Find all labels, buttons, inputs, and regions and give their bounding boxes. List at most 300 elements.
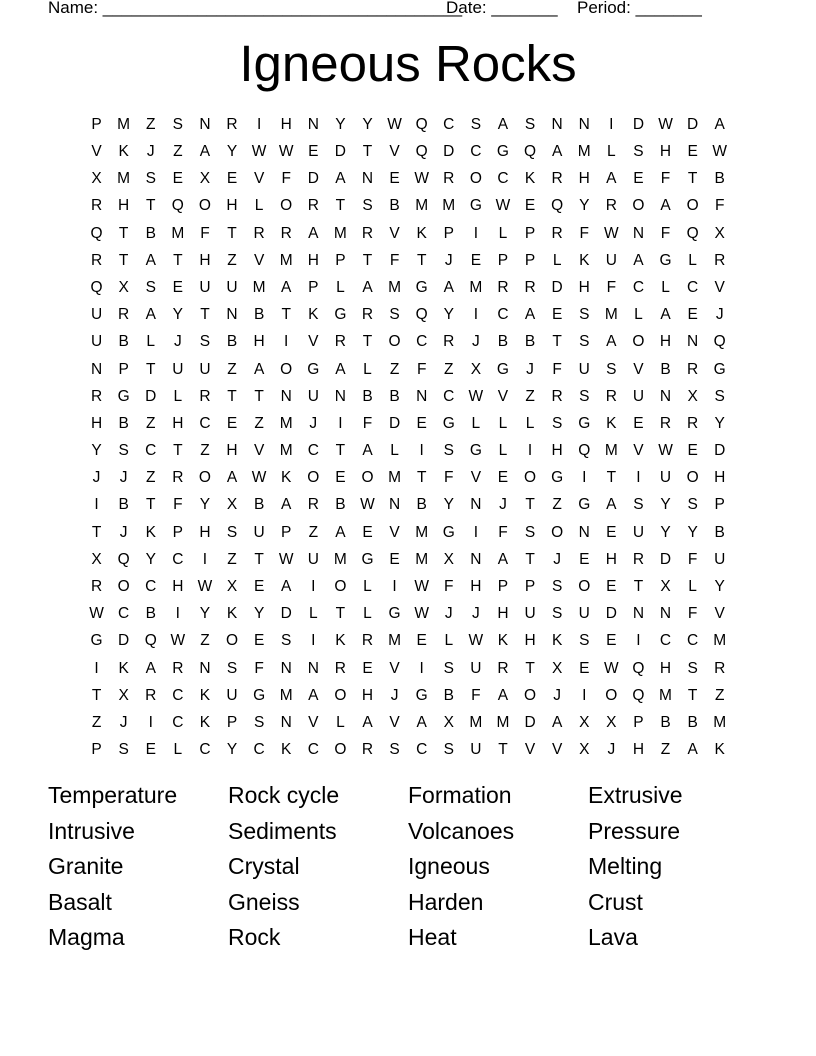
- grid-letter: C: [307, 741, 319, 759]
- grid-letter: Q: [415, 115, 428, 133]
- grid-letter: R: [280, 224, 292, 242]
- grid-letter: N: [632, 224, 645, 242]
- grid-letter: L: [634, 306, 643, 324]
- grid-letter: T: [687, 170, 698, 188]
- grid-letter: K: [497, 632, 509, 650]
- grid-letter: E: [633, 170, 644, 188]
- grid-letter: T: [552, 333, 562, 351]
- grid-letter: C: [307, 442, 319, 460]
- grid-letter: K: [524, 170, 536, 188]
- grid-letter: U: [470, 741, 482, 759]
- grid-letter: L: [363, 605, 372, 623]
- grid-letter: H: [172, 578, 184, 596]
- grid-letter: R: [307, 496, 319, 514]
- grid-letter: O: [280, 197, 293, 215]
- grid-letter: T: [525, 496, 535, 514]
- grid-letter: I: [582, 469, 587, 487]
- grid-letter: M: [415, 523, 429, 541]
- grid-letter: Z: [146, 469, 156, 487]
- grid-letter: U: [90, 306, 103, 324]
- grid-letter: P: [118, 360, 129, 378]
- grid-letter: I: [311, 578, 316, 596]
- grid-letter: S: [145, 170, 156, 188]
- grid-letter: K: [199, 713, 211, 731]
- grid-letter: Y: [443, 306, 454, 324]
- grid-letter: Y: [660, 523, 671, 541]
- grid-letter: G: [361, 550, 374, 568]
- grid-letter: L: [146, 333, 156, 351]
- grid-letter: A: [199, 143, 211, 161]
- grid-letter: F: [444, 578, 454, 596]
- grid-letter: P: [524, 578, 536, 596]
- grid-letter: X: [91, 170, 102, 188]
- grid-letter: H: [226, 442, 238, 460]
- grid-letter: D: [659, 550, 672, 568]
- grid-letter: R: [687, 414, 699, 432]
- grid-letter: J: [553, 686, 562, 704]
- grid-letter: M: [388, 278, 402, 296]
- grid-letter: T: [254, 387, 264, 405]
- grid-letter: B: [118, 333, 129, 351]
- grid-letter: E: [145, 741, 156, 759]
- grid-letter: D: [687, 115, 699, 133]
- grid-letter: B: [687, 713, 698, 731]
- grid-letter: G: [578, 496, 591, 514]
- grid-letter: B: [362, 387, 373, 405]
- grid-letter: Y: [91, 442, 102, 460]
- grid-letter: U: [226, 278, 238, 296]
- grid-letter: F: [173, 496, 183, 514]
- grid-letter: B: [335, 496, 346, 514]
- grid-letter: R: [551, 387, 563, 405]
- grid-letter: N: [307, 659, 319, 677]
- grid-letter: B: [226, 333, 238, 351]
- word-bank-item: Rock cycle: [228, 782, 340, 808]
- grid-letter: W: [712, 143, 728, 161]
- grid-letter: R: [361, 741, 374, 759]
- grid-letter: H: [307, 251, 319, 269]
- grid-letter: M: [333, 550, 347, 568]
- grid-letter: D: [280, 605, 292, 623]
- grid-letter: Q: [524, 143, 537, 161]
- grid-letter: H: [253, 333, 265, 351]
- grid-letter: C: [118, 605, 130, 623]
- grid-letter: V: [253, 442, 265, 460]
- word-bank: [48, 778, 768, 956]
- grid-letter: F: [687, 550, 698, 568]
- grid-letter: I: [527, 442, 533, 460]
- grid-letter: M: [415, 550, 429, 568]
- grid-letter: A: [551, 143, 563, 161]
- word-bank-item: Sediments: [228, 817, 337, 844]
- grid-letter: G: [578, 414, 591, 432]
- grid-letter: L: [336, 278, 345, 296]
- grid-letter: B: [660, 360, 671, 378]
- grid-letter: I: [94, 496, 99, 514]
- grid-letter: Q: [171, 197, 184, 215]
- grid-letter: R: [172, 659, 184, 677]
- grid-letter: O: [605, 686, 618, 704]
- grid-letter: X: [118, 278, 129, 296]
- grid-letter: K: [714, 741, 725, 759]
- grid-letter: E: [172, 278, 183, 296]
- grid-letter: M: [713, 713, 727, 731]
- word-bank-item: Gneiss: [228, 888, 300, 915]
- grid-letter: S: [118, 442, 129, 460]
- grid-letter: O: [632, 197, 645, 215]
- word-bank-item: Extrusive: [588, 782, 683, 808]
- grid-letter: V: [253, 251, 265, 269]
- grid-letter: T: [200, 306, 210, 324]
- grid-letter: C: [145, 442, 157, 460]
- grid-letter: M: [252, 278, 266, 296]
- grid-letter: U: [307, 550, 319, 568]
- grid-letter: L: [444, 632, 454, 650]
- grid-letter: Y: [687, 523, 698, 541]
- grid-letter: R: [497, 278, 509, 296]
- grid-letter: W: [251, 469, 267, 487]
- grid-letter: F: [714, 197, 725, 215]
- grid-letter: W: [414, 605, 429, 623]
- grid-letter: E: [172, 170, 183, 188]
- grid-letter: W: [197, 578, 213, 596]
- grid-letter: H: [199, 523, 211, 541]
- grid-letter: B: [389, 387, 400, 405]
- grid-letter: Z: [146, 115, 156, 133]
- grid-letter: D: [334, 143, 346, 161]
- grid-letter: J: [607, 741, 616, 759]
- grid-letter: V: [91, 143, 102, 161]
- grid-letter: S: [470, 115, 482, 133]
- grid-letter: X: [226, 578, 238, 596]
- grid-letter: M: [117, 170, 131, 188]
- grid-letter: C: [443, 387, 455, 405]
- grid-letter: D: [145, 387, 157, 405]
- grid-letter: B: [524, 333, 536, 351]
- grid-letter: B: [443, 686, 454, 704]
- grid-letter: A: [551, 713, 563, 731]
- grid-letter: T: [416, 251, 427, 269]
- grid-letter: C: [497, 170, 509, 188]
- grid-letter: D: [524, 713, 536, 731]
- grid-letter: M: [604, 306, 618, 324]
- grid-letter: R: [172, 469, 184, 487]
- grid-letter: C: [172, 686, 184, 704]
- grid-letter: S: [389, 741, 400, 759]
- grid-letter: S: [551, 605, 563, 623]
- grid-letter: K: [308, 306, 319, 324]
- grid-letter: R: [334, 659, 346, 677]
- grid-letter: Q: [713, 333, 726, 351]
- grid-letter: Z: [227, 360, 237, 378]
- grid-letter: M: [279, 442, 293, 460]
- grid-letter: A: [145, 251, 156, 269]
- grid-letter: K: [335, 632, 346, 650]
- grid-letter: C: [199, 741, 211, 759]
- grid-letter: W: [414, 578, 429, 596]
- grid-letter: G: [496, 360, 509, 378]
- grid-letter: I: [148, 713, 153, 731]
- grid-letter: R: [497, 659, 509, 677]
- grid-letter: B: [253, 306, 265, 324]
- word-bank-item: Crystal: [228, 853, 300, 879]
- grid-letter: A: [606, 333, 617, 351]
- grid-letter: Y: [714, 578, 725, 596]
- grid-letter: A: [308, 686, 319, 704]
- grid-letter: H: [714, 469, 726, 487]
- grid-letter: S: [118, 741, 129, 759]
- grid-letter: G: [117, 387, 130, 405]
- grid-letter: O: [632, 333, 645, 351]
- grid-letter: O: [225, 632, 239, 650]
- grid-letter: D: [551, 278, 563, 296]
- grid-letter: J: [471, 333, 480, 351]
- grid-letter: O: [524, 686, 537, 704]
- grid-letter: I: [419, 442, 424, 460]
- grid-letter: T: [335, 605, 346, 623]
- grid-letter: S: [633, 143, 644, 161]
- grid-letter: M: [415, 197, 429, 215]
- grid-letter: U: [714, 550, 726, 568]
- grid-letter: F: [660, 170, 671, 188]
- grid-letter: O: [469, 170, 482, 188]
- grid-letter: E: [308, 143, 319, 161]
- grid-letter: R: [714, 251, 726, 269]
- grid-letter: Q: [632, 659, 645, 677]
- grid-letter: X: [91, 550, 102, 568]
- grid-letter: D: [605, 605, 617, 623]
- grid-letter: B: [145, 605, 156, 623]
- word-search-grid: [83, 111, 733, 764]
- grid-letter: R: [551, 170, 563, 188]
- grid-letter: F: [606, 278, 617, 296]
- word-bank-item: Melting: [588, 853, 663, 879]
- grid-letter: S: [551, 414, 563, 432]
- grid-letter: G: [442, 523, 455, 541]
- word-bank-item: Crust: [588, 888, 643, 915]
- grid-letter: G: [415, 686, 428, 704]
- grid-letter: R: [226, 115, 238, 133]
- grid-letter: J: [119, 713, 128, 731]
- grid-letter: S: [606, 360, 617, 378]
- grid-letter: T: [498, 741, 508, 759]
- grid-letter: H: [280, 115, 292, 133]
- grid-letter: N: [551, 115, 563, 133]
- grid-letter: N: [578, 115, 590, 133]
- grid-letter: Y: [226, 741, 238, 759]
- word-bank-item: Rock: [228, 924, 281, 950]
- grid-letter: P: [497, 251, 509, 269]
- grid-letter: V: [389, 143, 400, 161]
- grid-letter: S: [579, 632, 590, 650]
- grid-letter: W: [468, 632, 484, 650]
- grid-letter: E: [551, 306, 563, 324]
- grid-letter: H: [551, 442, 563, 460]
- grid-letter: L: [471, 414, 481, 432]
- word-bank-item: Granite: [48, 853, 124, 879]
- grid-letter: E: [633, 414, 644, 432]
- grid-letter: W: [604, 659, 619, 677]
- grid-letter: R: [524, 278, 536, 296]
- grid-letter: J: [444, 251, 453, 269]
- grid-letter: L: [525, 414, 535, 432]
- grid-letter: D: [388, 414, 401, 432]
- grid-letter: H: [524, 632, 536, 650]
- grid-letter: P: [281, 523, 292, 541]
- grid-letter: E: [416, 632, 427, 650]
- grid-letter: T: [606, 469, 617, 487]
- grid-letter: Z: [254, 414, 264, 432]
- grid-letter: S: [172, 115, 183, 133]
- grid-letter: E: [687, 306, 698, 324]
- grid-letter: D: [443, 143, 455, 161]
- grid-letter: B: [714, 523, 725, 541]
- grid-letter: T: [173, 251, 183, 269]
- grid-letter: G: [90, 632, 103, 650]
- grid-letter: B: [714, 170, 725, 188]
- grid-letter: P: [172, 523, 183, 541]
- grid-letter: N: [334, 387, 346, 405]
- grid-letter: T: [525, 550, 535, 568]
- grid-letter: H: [90, 414, 103, 432]
- grid-letter: G: [469, 442, 482, 460]
- grid-letter: T: [173, 442, 183, 460]
- grid-letter: M: [577, 143, 591, 161]
- grid-letter: N: [687, 333, 699, 351]
- grid-letter: I: [392, 578, 397, 596]
- grid-letter: S: [551, 578, 563, 596]
- grid-letter: E: [579, 659, 590, 677]
- grid-letter: Y: [145, 550, 156, 568]
- grid-letter: T: [146, 496, 156, 514]
- grid-letter: E: [389, 550, 400, 568]
- grid-letter: O: [117, 578, 130, 596]
- grid-letter: F: [579, 224, 589, 242]
- grid-letter: U: [659, 469, 672, 487]
- grid-letter: C: [497, 306, 509, 324]
- grid-letter: V: [633, 442, 644, 460]
- word-bank-item: Basalt: [48, 888, 112, 915]
- grid-letter: F: [281, 170, 291, 188]
- grid-letter: M: [171, 224, 185, 242]
- grid-letter: R: [659, 414, 672, 432]
- grid-letter: S: [443, 659, 454, 677]
- grid-letter: L: [498, 414, 508, 432]
- grid-letter: C: [172, 550, 184, 568]
- grid-letter: O: [551, 523, 564, 541]
- word-bank-item: Harden: [408, 888, 484, 915]
- grid-letter: I: [636, 632, 641, 650]
- grid-letter: A: [362, 442, 373, 460]
- grid-letter: I: [284, 333, 289, 351]
- grid-letter: Y: [335, 115, 346, 133]
- grid-letter: V: [497, 387, 509, 405]
- grid-letter: Z: [146, 414, 156, 432]
- grid-letter: M: [469, 278, 483, 296]
- grid-letter: P: [91, 741, 102, 759]
- grid-letter: V: [551, 741, 563, 759]
- grid-letter: O: [686, 197, 699, 215]
- grid-letter: Q: [578, 442, 591, 460]
- grid-letter: I: [473, 224, 479, 242]
- grid-letter: K: [416, 224, 427, 242]
- grid-letter: J: [309, 414, 318, 432]
- grid-letter: A: [497, 550, 509, 568]
- grid-letter: R: [632, 550, 645, 568]
- grid-letter: J: [119, 469, 128, 487]
- grid-letter: W: [278, 143, 294, 161]
- word-bank-item: Magma: [48, 924, 125, 950]
- grid-letter: J: [173, 333, 182, 351]
- grid-letter: E: [416, 414, 427, 432]
- grid-letter: A: [335, 360, 346, 378]
- grid-letter: W: [658, 442, 673, 460]
- grid-letter: V: [389, 659, 400, 677]
- grid-letter: E: [687, 442, 698, 460]
- grid-letter: T: [525, 659, 535, 677]
- grid-letter: V: [633, 360, 644, 378]
- grid-letter: Y: [253, 605, 265, 623]
- grid-letter: L: [308, 605, 318, 623]
- grid-letter: C: [632, 278, 645, 296]
- grid-letter: Z: [173, 143, 183, 161]
- grid-letter: R: [605, 197, 617, 215]
- grid-letter: S: [145, 278, 156, 296]
- grid-letter: C: [416, 333, 428, 351]
- grid-letter: O: [280, 360, 293, 378]
- grid-letter: T: [362, 251, 373, 269]
- grid-letter: T: [687, 686, 698, 704]
- grid-letter: I: [202, 550, 208, 568]
- grid-letter: E: [606, 578, 617, 596]
- grid-letter: V: [714, 278, 725, 296]
- grid-letter: U: [307, 387, 319, 405]
- grid-letter: N: [578, 523, 590, 541]
- grid-letter: P: [524, 224, 536, 242]
- grid-letter: J: [553, 550, 562, 568]
- grid-letter: K: [199, 686, 211, 704]
- grid-letter: P: [497, 578, 509, 596]
- grid-letter: Q: [90, 278, 103, 296]
- grid-letter: S: [579, 387, 590, 405]
- grid-letter: N: [659, 387, 672, 405]
- grid-letter: E: [253, 578, 265, 596]
- grid-letter: P: [443, 224, 454, 242]
- grid-letter: N: [280, 713, 292, 731]
- grid-letter: H: [470, 578, 482, 596]
- grid-letter: F: [254, 659, 264, 677]
- grid-letter: H: [605, 550, 617, 568]
- grid-letter: N: [280, 659, 292, 677]
- grid-letter: F: [444, 469, 454, 487]
- grid-letter: Z: [389, 360, 400, 378]
- grid-letter: G: [334, 306, 347, 324]
- grid-letter: Z: [227, 550, 237, 568]
- student-info-header: [48, 0, 768, 19]
- grid-letter: Y: [172, 306, 183, 324]
- grid-letter: G: [253, 686, 266, 704]
- grid-letter: B: [416, 496, 427, 514]
- grid-letter: N: [632, 605, 645, 623]
- grid-letter: A: [660, 197, 671, 215]
- grid-letter: O: [524, 469, 537, 487]
- grid-letter: J: [471, 605, 480, 623]
- grid-letter: S: [633, 496, 644, 514]
- grid-letter: R: [361, 632, 374, 650]
- grid-letter: R: [361, 224, 374, 242]
- grid-letter: E: [362, 659, 373, 677]
- grid-letter: F: [687, 605, 698, 623]
